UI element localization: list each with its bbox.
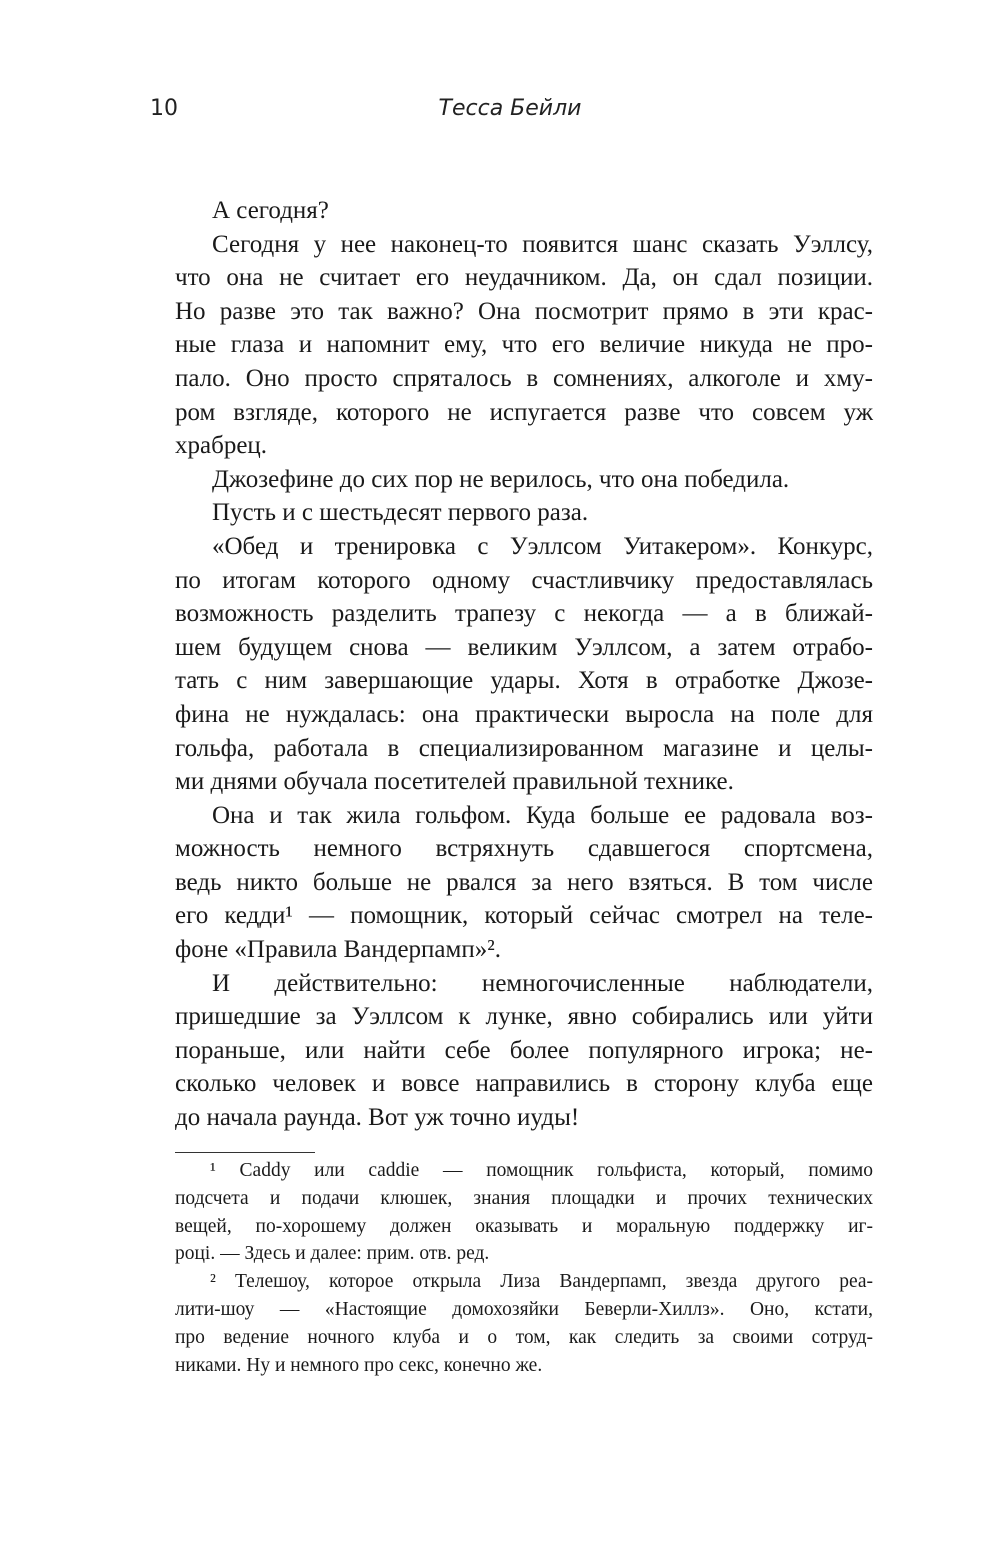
text-line: тать с ним завершающие удары. Хотя в отработке Джозе- <box>175 667 873 695</box>
text-line: до начала раунда. Вот уж точно иуды! <box>175 1104 580 1132</box>
footnote-line: лити-шоу — «Настоящие домохозяйки Беверли-Хиллз». Оно, кстати, <box>175 1298 873 1320</box>
text-line: возможность разделить трапезу с некогда — а в ближай- <box>175 600 873 628</box>
text-line: фоне «Правила Вандерпамп»². <box>175 936 501 964</box>
text-line: ведь никто больше не рвался за него взяться. В том числе <box>175 868 873 896</box>
text-line: ные глаза и напомнит ему, что его величие никуда не про- <box>175 331 873 359</box>
text-line: сколько человек и вовсе направились в сторону клуба еще <box>175 1070 873 1098</box>
text-line: храбрец. <box>175 432 268 460</box>
footnote-line: ¹ Caddy или caddie — помощник гольфиста, который, помимо <box>210 1160 873 1181</box>
text-line: шем будущем снова — великим Уэллсом, а затем отрабо- <box>175 633 873 661</box>
text-line: что она не считает его неудачником. Да, он сдал позиции. <box>175 264 873 292</box>
footnote-divider <box>175 1152 315 1153</box>
text-line: «Обед и тренировка с Уэллсом Уитакером». Конкурс, <box>212 532 873 560</box>
text-line: Пусть и с шестьдесят первого раза. <box>212 499 589 527</box>
text-line: по итогам которого одному счастливчику предоставлялась <box>175 566 873 594</box>
text-line: можность немного встряхнуть сдавшегося спортсмена, <box>175 835 873 863</box>
text-line: Джозефине до сих пор не верилось, что она победила. <box>212 465 790 493</box>
text-line: И действительно: немногочисленные наблюдатели, <box>212 969 873 997</box>
text-line: пришедшие за Уэллсом к лунке, явно собирались или уйти <box>175 1003 873 1031</box>
footnote-line: вещей, по-хорошему должен оказывать и моральную поддержку иг- <box>175 1215 873 1237</box>
running-title: Тесса Бейли <box>438 96 582 121</box>
text-line: Она и так жила гольфом. Куда больше ее радовала воз- <box>212 801 873 829</box>
text-line: ми днями обучала посетителей правильной технике. <box>175 768 734 796</box>
body-text <box>175 194 873 1135</box>
text-line: Сегодня у нее наконец-то появится шанс сказать Уэллсу, <box>212 230 873 258</box>
text-line: Но разве это так важно? Она посмотрит прямо в эти крас- <box>175 297 873 325</box>
text-line: пораньше, или найти себе более популярного игрока; не- <box>175 1036 873 1064</box>
footnote-line: подсчета и подачи клюшек, знания площадки и прочих технических <box>175 1187 873 1209</box>
footnotes <box>175 1157 873 1379</box>
footnote-line: про ведение ночного клуба и о том, как следить за своими сотруд- <box>175 1326 873 1348</box>
text-line: ром взгляде, которого не испугается разве что совсем уж <box>175 398 873 426</box>
text-line: А сегодня? <box>212 197 329 224</box>
text-line: гольфа, работала в специализированном магазине и целы- <box>175 734 873 762</box>
footnote-line: никами. Ну и немного про секс, конечно же. <box>175 1354 543 1376</box>
footnote-line: ² Телешоу, которое открыла Лиза Вандерпамп, звезда другого реа- <box>210 1271 873 1293</box>
text-line: пало. Оно просто спряталось в сомнениях, алкоголе и хму- <box>175 364 873 392</box>
footnote-line: році. — Здесь и далее: прим. отв. ред. <box>175 1243 490 1265</box>
page-number: 10 <box>150 96 178 121</box>
text-line: его кедди¹ — помощник, который сейчас смотрел на теле- <box>175 902 873 930</box>
text-line: фина не нуждалась: она практически выросла на поле для <box>175 700 873 728</box>
